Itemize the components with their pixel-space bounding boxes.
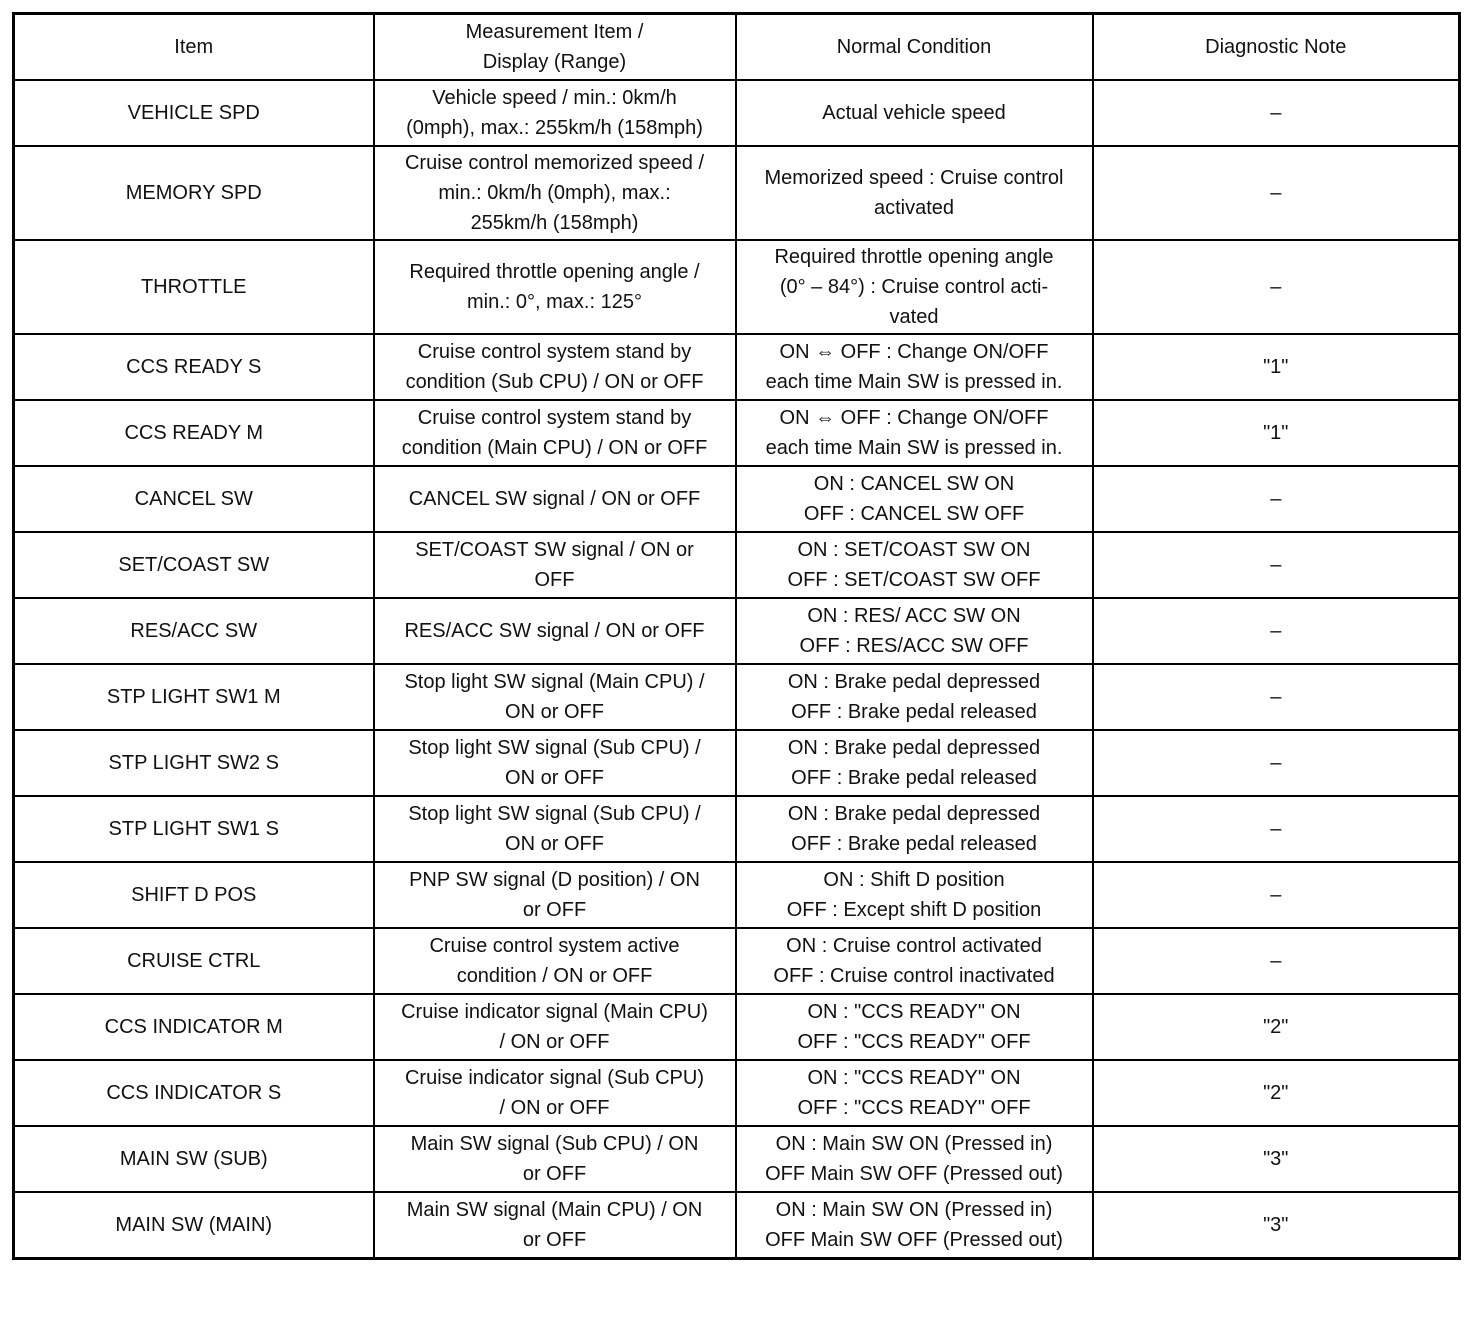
cell-normal-condition: ON : Brake pedal depressed OFF : Brake pedal released	[736, 664, 1093, 730]
table-row	[14, 1126, 1460, 1192]
cell-normal-condition: Memorized speed : Cruise control activated	[736, 146, 1093, 240]
document-page	[12, 12, 1458, 1260]
table-row	[14, 80, 1460, 146]
table-row	[14, 796, 1460, 862]
cell-measurement: Cruise control memorized speed / min.: 0km/h (0mph), max.: 255km/h (158mph)	[374, 146, 736, 240]
cell-item: STP LIGHT SW2 S	[14, 730, 374, 796]
cell-diagnostic-note: –	[1093, 80, 1460, 146]
cell-item: MAIN SW (SUB)	[14, 1126, 374, 1192]
cell-normal-condition: ON : Shift D position OFF : Except shift D position	[736, 862, 1093, 928]
table-row	[14, 928, 1460, 994]
cell-measurement: Main SW signal (Sub CPU) / ON or OFF	[374, 1126, 736, 1192]
cell-item: CRUISE CTRL	[14, 928, 374, 994]
cell-diagnostic-note: –	[1093, 240, 1460, 334]
cell-measurement: SET/COAST SW signal / ON or OFF	[374, 532, 736, 598]
cell-normal-condition: ON : Main SW ON (Pressed in) OFF Main SW OFF (Pressed out)	[736, 1192, 1093, 1258]
cell-normal-condition: ON ⇔ OFF : Change ON/OFF each time Main SW is pressed in.	[736, 334, 1093, 400]
cell-normal-condition: ON : "CCS READY" ON OFF : "CCS READY" OFF	[736, 1060, 1093, 1126]
cell-item: VEHICLE SPD	[14, 80, 374, 146]
cell-item: CANCEL SW	[14, 466, 374, 532]
cell-diagnostic-note: –	[1093, 532, 1460, 598]
cell-normal-condition: ON : Brake pedal depressed OFF : Brake pedal released	[736, 730, 1093, 796]
header-diagnostic-note: Diagnostic Note	[1093, 14, 1460, 81]
cell-item: STP LIGHT SW1 M	[14, 664, 374, 730]
header-measurement: Measurement Item / Display (Range)	[374, 14, 736, 81]
table-row	[14, 598, 1460, 664]
cell-item: CCS READY M	[14, 400, 374, 466]
cell-item: RES/ACC SW	[14, 598, 374, 664]
cell-normal-condition: ON ⇔ OFF : Change ON/OFF each time Main SW is pressed in.	[736, 400, 1093, 466]
table-row	[14, 1060, 1460, 1126]
data-monitor-table	[12, 12, 1461, 1260]
cell-measurement: Cruise indicator signal (Sub CPU) / ON or OFF	[374, 1060, 736, 1126]
cell-item: CCS INDICATOR M	[14, 994, 374, 1060]
cell-normal-condition: ON : Main SW ON (Pressed in) OFF Main SW OFF (Pressed out)	[736, 1126, 1093, 1192]
cell-normal-condition: Required throttle opening angle (0° – 84°) : Cruise control acti- vated	[736, 240, 1093, 334]
cell-diagnostic-note: –	[1093, 146, 1460, 240]
cell-diagnostic-note: –	[1093, 598, 1460, 664]
cell-measurement: CANCEL SW signal / ON or OFF	[374, 466, 736, 532]
cell-diagnostic-note: "1"	[1093, 400, 1460, 466]
cell-measurement: Vehicle speed / min.: 0km/h (0mph), max.: 255km/h (158mph)	[374, 80, 736, 146]
header-item: Item	[14, 14, 374, 81]
cell-item: SET/COAST SW	[14, 532, 374, 598]
cell-normal-condition: ON : CANCEL SW ON OFF : CANCEL SW OFF	[736, 466, 1093, 532]
cell-diagnostic-note: –	[1093, 664, 1460, 730]
cell-diagnostic-note: "1"	[1093, 334, 1460, 400]
cell-normal-condition: ON : Cruise control activated OFF : Cruise control inactivated	[736, 928, 1093, 994]
cell-measurement: Main SW signal (Main CPU) / ON or OFF	[374, 1192, 736, 1258]
table-row	[14, 334, 1460, 400]
cell-measurement: PNP SW signal (D position) / ON or OFF	[374, 862, 736, 928]
table-row	[14, 1192, 1460, 1258]
table-row	[14, 730, 1460, 796]
cell-diagnostic-note: –	[1093, 466, 1460, 532]
cell-item: STP LIGHT SW1 S	[14, 796, 374, 862]
cell-measurement: Cruise control system active condition / ON or OFF	[374, 928, 736, 994]
table-header	[14, 14, 1460, 81]
table-row	[14, 994, 1460, 1060]
cell-measurement: Stop light SW signal (Sub CPU) / ON or OFF	[374, 730, 736, 796]
cell-normal-condition: ON : RES/ ACC SW ON OFF : RES/ACC SW OFF	[736, 598, 1093, 664]
cell-measurement: RES/ACC SW signal / ON or OFF	[374, 598, 736, 664]
table-row	[14, 862, 1460, 928]
table-row	[14, 664, 1460, 730]
cell-measurement: Cruise control system stand by condition (Main CPU) / ON or OFF	[374, 400, 736, 466]
cell-diagnostic-note: "2"	[1093, 994, 1460, 1060]
cell-normal-condition: Actual vehicle speed	[736, 80, 1093, 146]
cell-diagnostic-note: –	[1093, 796, 1460, 862]
cell-item: CCS READY S	[14, 334, 374, 400]
cell-diagnostic-note: –	[1093, 862, 1460, 928]
cell-item: CCS INDICATOR S	[14, 1060, 374, 1126]
table-row	[14, 532, 1460, 598]
cell-diagnostic-note: "3"	[1093, 1126, 1460, 1192]
header-row	[14, 14, 1460, 81]
header-normal-condition: Normal Condition	[736, 14, 1093, 81]
cell-diagnostic-note: –	[1093, 730, 1460, 796]
cell-measurement: Required throttle opening angle / min.: 0°, max.: 125°	[374, 240, 736, 334]
cell-diagnostic-note: "2"	[1093, 1060, 1460, 1126]
table-row	[14, 240, 1460, 334]
table-row	[14, 400, 1460, 466]
cell-item: MEMORY SPD	[14, 146, 374, 240]
cell-measurement: Stop light SW signal (Main CPU) / ON or OFF	[374, 664, 736, 730]
cell-item: MAIN SW (MAIN)	[14, 1192, 374, 1258]
cell-diagnostic-note: "3"	[1093, 1192, 1460, 1258]
table-row	[14, 466, 1460, 532]
table-row	[14, 146, 1460, 240]
cell-normal-condition: ON : SET/COAST SW ON OFF : SET/COAST SW OFF	[736, 532, 1093, 598]
cell-normal-condition: ON : "CCS READY" ON OFF : "CCS READY" OFF	[736, 994, 1093, 1060]
cell-diagnostic-note: –	[1093, 928, 1460, 994]
cell-measurement: Cruise control system stand by condition (Sub CPU) / ON or OFF	[374, 334, 736, 400]
cell-measurement: Cruise indicator signal (Main CPU) / ON or OFF	[374, 994, 736, 1060]
table-body	[14, 80, 1460, 1258]
cell-measurement: Stop light SW signal (Sub CPU) / ON or OFF	[374, 796, 736, 862]
cell-item: SHIFT D POS	[14, 862, 374, 928]
cell-item: THROTTLE	[14, 240, 374, 334]
cell-normal-condition: ON : Brake pedal depressed OFF : Brake pedal released	[736, 796, 1093, 862]
